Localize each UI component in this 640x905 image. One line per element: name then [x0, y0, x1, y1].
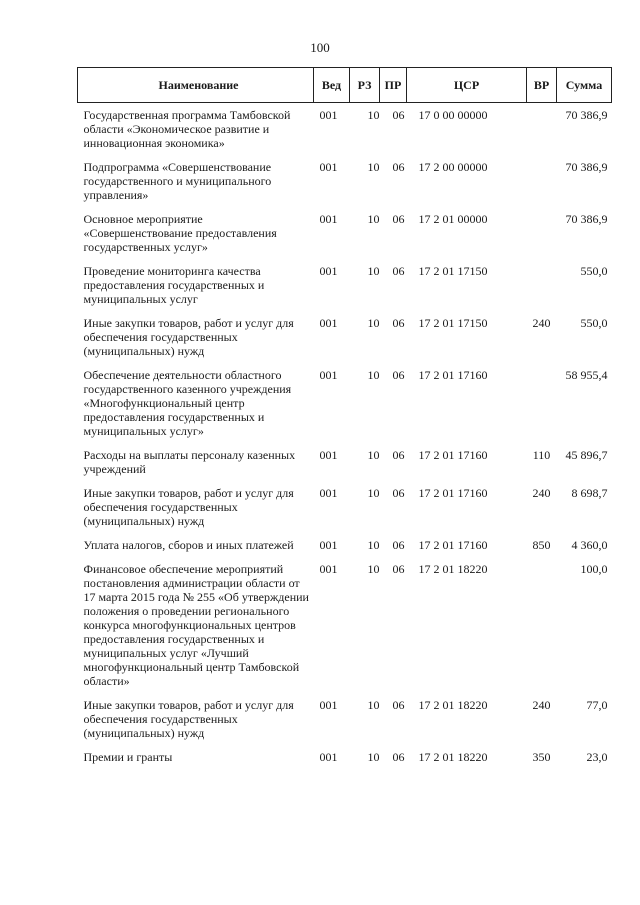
row-rz: 10: [367, 750, 380, 764]
row-ved: 001: [319, 538, 338, 552]
header-csr: ЦСР: [407, 68, 527, 103]
row-sum: 77,0: [586, 698, 608, 712]
row-csr: 17 2 01 00000: [418, 212, 488, 226]
row-rz: 10: [367, 562, 380, 576]
row-pr: 06: [392, 562, 405, 576]
row-name: Премии и гранты: [83, 750, 173, 764]
row-name: Государственная программа Тамбовской области «Экономическое развитие и инновационная экономика»: [83, 108, 291, 150]
row-ved: 001: [319, 264, 338, 278]
page-number: 100: [310, 40, 330, 55]
row-csr: 17 2 01 17160: [418, 368, 488, 382]
row-pr: 06: [392, 264, 405, 278]
table-row: [78, 160, 612, 212]
row-csr: 17 2 01 18220: [418, 562, 488, 576]
row-ved: 001: [319, 316, 338, 330]
row-csr: 17 0 00 00000: [418, 108, 488, 122]
row-sum: 45 896,7: [565, 448, 608, 462]
row-csr: 17 2 01 17160: [418, 448, 488, 462]
row-csr: 17 2 01 17160: [418, 538, 488, 552]
row-name: Иные закупки товаров, работ и услуг для обеспечения государственных (муниципальных) нужд: [83, 698, 294, 740]
row-name: Финансовое обеспечение мероприятий постановления администрации области от 17 марта 2015 года № 255 «Об утверждении положения о проведении регионального конкурса многофункциональных центров предоставления государственных и муниципальных услуг «Лучший многофункциональный центр Тамбовской области»: [83, 562, 309, 688]
row-pr: 06: [392, 698, 405, 712]
row-name: Уплата налогов, сборов и иных платежей: [83, 538, 294, 552]
table-row: [78, 698, 612, 750]
row-ved: 001: [319, 212, 338, 226]
row-rz: 10: [367, 448, 380, 462]
row-vr: [527, 103, 557, 161]
row-sum: 70 386,9: [565, 160, 608, 174]
row-vr: [527, 368, 557, 448]
row-name: Проведение мониторинга качества предоставления государственных и муниципальных услуг: [83, 264, 265, 306]
row-pr: 06: [392, 212, 405, 226]
row-csr: 17 2 01 18220: [418, 698, 488, 712]
row-pr: 06: [392, 368, 405, 382]
row-vr: 240: [532, 698, 551, 712]
row-csr: 17 2 01 17160: [418, 486, 488, 500]
row-csr: 17 2 01 17150: [418, 316, 488, 330]
table-row: [78, 264, 612, 316]
row-rz: 10: [367, 264, 380, 278]
row-name: Иные закупки товаров, работ и услуг для обеспечения государственных (муниципальных) нужд: [83, 316, 294, 358]
row-rz: 10: [367, 212, 380, 226]
table-row: [78, 316, 612, 368]
row-pr: 06: [392, 108, 405, 122]
row-rz: 10: [367, 108, 380, 122]
row-vr: 350: [532, 750, 551, 764]
row-name: Подпрограмма «Совершенствование государственного и муниципального управления»: [83, 160, 272, 202]
row-sum: 58 955,4: [565, 368, 608, 382]
row-ved: 001: [319, 562, 338, 576]
row-csr: 17 2 00 00000: [418, 160, 488, 174]
row-ved: 001: [319, 368, 338, 382]
row-vr: [527, 160, 557, 212]
table-row: [78, 103, 612, 161]
row-rz: 10: [367, 538, 380, 552]
table-row: [78, 212, 612, 264]
row-ved: 001: [319, 108, 338, 122]
table-row: [78, 538, 612, 562]
row-name: Основное мероприятие «Совершенствование предоставления государственных услуг»: [83, 212, 277, 254]
table-row: [78, 750, 612, 774]
row-csr: 17 2 01 18220: [418, 750, 488, 764]
budget-table: [77, 67, 612, 774]
row-pr: 06: [392, 160, 405, 174]
row-rz: 10: [367, 698, 380, 712]
row-csr: 17 2 01 17150: [418, 264, 488, 278]
row-sum: 550,0: [580, 264, 608, 278]
row-sum: 70 386,9: [565, 212, 608, 226]
header-row: [78, 68, 612, 103]
header-ved: Вед: [314, 68, 350, 103]
row-pr: 06: [392, 448, 405, 462]
row-pr: 06: [392, 538, 405, 552]
row-rz: 10: [367, 368, 380, 382]
row-ved: 001: [319, 750, 338, 764]
row-ved: 001: [319, 160, 338, 174]
row-name: Иные закупки товаров, работ и услуг для обеспечения государственных (муниципальных) нужд: [83, 486, 294, 528]
table-row: [78, 562, 612, 698]
row-ved: 001: [319, 448, 338, 462]
row-rz: 10: [367, 316, 380, 330]
row-pr: 06: [392, 316, 405, 330]
table-row: [78, 448, 612, 486]
row-name: Обеспечение деятельности областного государственного казенного учреждения «Многофункциональный центр предоставления государственных и муниципальных услуг»: [83, 368, 292, 438]
header-name: Наименование: [78, 68, 314, 103]
row-vr: 850: [532, 538, 551, 552]
row-sum: 23,0: [586, 750, 608, 764]
header-vr: ВР: [527, 68, 557, 103]
row-ved: 001: [319, 698, 338, 712]
row-vr: 240: [532, 316, 551, 330]
header-sum: Сумма: [557, 68, 612, 103]
row-ved: 001: [319, 486, 338, 500]
row-sum: 8 698,7: [571, 486, 608, 500]
row-sum: 100,0: [580, 562, 608, 576]
table-row: [78, 368, 612, 448]
row-name: Расходы на выплаты персоналу казенных учреждений: [83, 448, 296, 476]
row-vr: 240: [532, 486, 551, 500]
row-sum: 4 360,0: [571, 538, 608, 552]
header-pr: ПР: [380, 68, 407, 103]
row-vr: [527, 212, 557, 264]
row-vr: [527, 264, 557, 316]
table-header: [78, 68, 612, 103]
header-rz: РЗ: [350, 68, 380, 103]
row-rz: 10: [367, 486, 380, 500]
row-vr: [527, 562, 557, 698]
row-rz: 10: [367, 160, 380, 174]
row-vr: 110: [532, 448, 551, 462]
table-body: [78, 103, 612, 775]
row-sum: 550,0: [580, 316, 608, 330]
row-sum: 70 386,9: [565, 108, 608, 122]
row-pr: 06: [392, 486, 405, 500]
row-pr: 06: [392, 750, 405, 764]
table-row: [78, 486, 612, 538]
